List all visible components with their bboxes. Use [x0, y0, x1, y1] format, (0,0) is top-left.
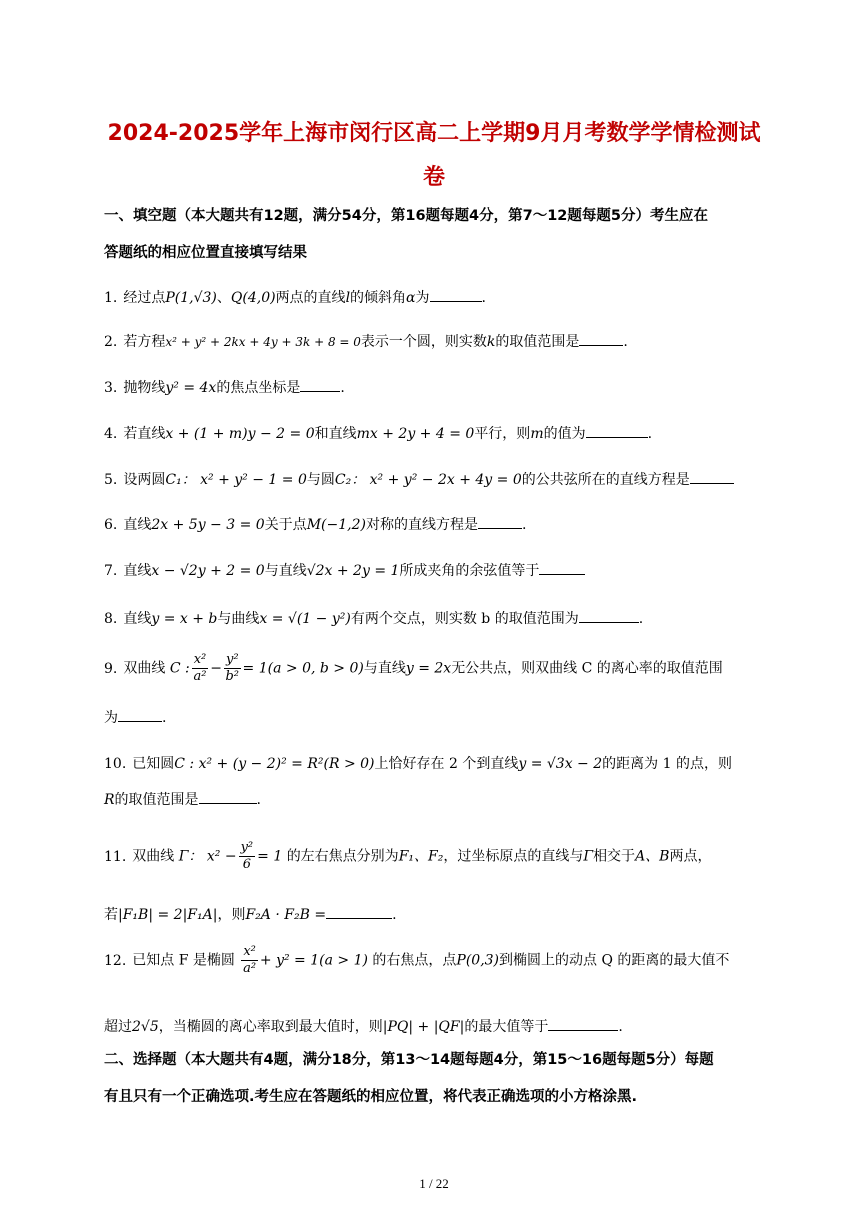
question-text: 若直线	[123, 426, 166, 442]
question-7	[104, 560, 774, 581]
denominator: b²	[225, 669, 240, 684]
question-text: 的公共弦所在的直线方程是	[521, 472, 690, 488]
question-text: 直线	[123, 517, 152, 533]
math-expression: x = √(1 − y²)	[259, 611, 351, 627]
question-text: 、	[216, 290, 231, 306]
question-text: 的最大值等于	[464, 1019, 549, 1035]
question-text: 直线	[123, 611, 152, 627]
question-text: 两点，	[669, 848, 712, 865]
question-number: 6.	[104, 517, 118, 533]
question-text: 经过点	[123, 290, 166, 306]
math-expression: x − √2y + 2 = 0	[151, 563, 265, 579]
question-10	[104, 754, 774, 774]
question-text: 为	[104, 710, 118, 726]
question-text: 抛物线	[123, 380, 166, 396]
question-text: .	[256, 792, 261, 808]
question-text: 双曲线	[123, 660, 166, 677]
question-number: 7.	[104, 563, 118, 579]
question-11-continued	[104, 904, 774, 925]
math-expression: P(0,3)	[456, 952, 500, 969]
denominator: a²	[193, 669, 207, 684]
numerator: x²	[243, 944, 256, 959]
question-number: 5.	[104, 472, 118, 488]
question-text: ，则	[217, 907, 246, 923]
question-text: ，过坐标原点的直线与	[443, 848, 584, 865]
question-text: 与直线	[264, 563, 307, 579]
section-heading-fill-in	[104, 198, 764, 272]
question-3	[104, 377, 774, 398]
question-text: 若方程	[123, 334, 166, 350]
question-text: .	[638, 611, 644, 627]
question-text: 的取值范围是	[114, 792, 199, 808]
math-expression: m	[530, 426, 544, 442]
question-9: 9. 双曲线 C : $\frac{\text{x²}}{\text{a²}}$ − $\frac{\text{y²}}{\text{b²}}$ = 1(a > 0, b > 0)与直线y = 2x无公共点，则双曲线 C 的离心率的取值范围	[104, 652, 723, 684]
question-text: 若	[104, 907, 118, 923]
question-text: 的倾斜角	[350, 290, 407, 306]
math-expression: l	[345, 290, 351, 306]
math-expression: 2√5	[132, 1019, 159, 1035]
question-text: 的左右焦点分别为	[286, 848, 399, 865]
math-expression: R	[104, 792, 115, 808]
question-12	[104, 944, 774, 977]
question-text: ，当椭圆的离心率取到最大值时，则	[158, 1019, 383, 1035]
math-expression: Q(4,0)	[230, 290, 276, 306]
question-5	[104, 469, 774, 490]
denominator: 6	[242, 857, 251, 872]
question-text: 关于点	[264, 517, 307, 533]
math-expression: + y² = 1(a > 1)	[259, 952, 368, 969]
question-number: 4.	[104, 426, 118, 442]
answer-blank	[579, 331, 623, 346]
question-text: 上恰好存在 2 个到直线	[374, 756, 519, 772]
question-number: 10.	[104, 756, 127, 772]
question-text: 已知点 F 是椭圆	[132, 952, 235, 969]
question-text: 无公共点，则双曲线 C 的离心率的取值范围	[451, 660, 723, 677]
question-text: 的取值范围是	[495, 334, 580, 350]
question-text: 直线	[123, 563, 152, 579]
fraction	[239, 840, 256, 873]
answer-blank	[326, 904, 392, 919]
math-expression: F₁、F₂	[398, 848, 444, 865]
fraction	[241, 944, 258, 977]
answer-blank	[539, 560, 585, 575]
fraction	[192, 652, 209, 685]
numerator: y²	[240, 840, 254, 855]
numerator: x²	[193, 652, 207, 667]
question-text: 对称的直线方程是	[365, 517, 478, 533]
question-text: 与直线	[363, 660, 406, 677]
page-title: 2024-2025学年上海市闵行区高二上学期9月月考数学学情检测试	[107, 121, 761, 146]
question-text: .	[340, 380, 345, 396]
math-expression: y = 2x	[405, 660, 452, 677]
math-expression: y = √3x − 2	[518, 756, 603, 772]
question-text: 到椭圆上的动点 Q 的距离的最大值不	[499, 952, 730, 969]
question-text: 有两个交点，则实数 b 的取值范围为	[350, 611, 579, 627]
answer-blank	[548, 1016, 618, 1031]
question-text: 两点的直线	[275, 290, 346, 306]
question-text: 的右焦点，点	[372, 952, 457, 969]
math-expression: C₂： x² + y² − 2x + 4y = 0	[334, 472, 522, 488]
question-text: .	[392, 907, 397, 923]
question-number: 9.	[104, 660, 118, 677]
math-expression: |F₁B| = 2|F₁A|	[118, 907, 218, 923]
math-expression: y² = 4x	[165, 380, 217, 396]
question-text: 已知圆	[132, 756, 175, 772]
question-text: 的焦点坐标是	[216, 380, 301, 396]
question-text: 与圆	[306, 472, 335, 488]
answer-blank	[199, 789, 257, 804]
math-expression: x² + y² + 2kx + 4y + 3k + 8 = 0	[165, 335, 361, 349]
question-text: .	[162, 710, 167, 726]
math-expression: = 1	[257, 848, 283, 865]
question-text: 和直线	[314, 426, 357, 442]
math-expression: x + (1 + m)y − 2 = 0	[165, 426, 315, 442]
answer-blank	[300, 377, 340, 392]
question-text: 相交于	[593, 848, 636, 865]
math-expression: C : x² + (y − 2)² = R²(R > 0)	[174, 756, 375, 772]
denominator: a²	[243, 961, 257, 976]
question-text: 设两圆	[123, 472, 166, 488]
question-number: 3.	[104, 380, 118, 396]
question-6	[104, 514, 774, 535]
question-text: .	[521, 517, 527, 533]
math-expression: F₂A · F₂B =	[245, 907, 327, 923]
question-11	[104, 840, 774, 873]
math-expression: mx + 2y + 4 = 0	[356, 426, 475, 442]
question-text: .	[618, 1019, 623, 1035]
question-2	[104, 331, 774, 352]
question-10-continued	[104, 789, 774, 810]
question-number: 2.	[104, 334, 118, 350]
section-heading-line: 答题纸的相应位置直接填写结果	[104, 245, 307, 261]
question-text: 超过	[104, 1019, 132, 1035]
numerator: y²	[225, 652, 239, 667]
math-expression: C₁： x² + y² − 1 = 0	[165, 472, 307, 488]
math-expression: = 1(a > 0, b > 0)	[242, 660, 364, 677]
math-expression: M(−1,2)	[306, 517, 366, 533]
question-9-continued	[104, 707, 774, 728]
math-expression: |PQ| + |QF|	[382, 1019, 465, 1035]
question-number: 1.	[104, 290, 118, 306]
math-expression: C :	[169, 660, 190, 677]
math-expression: Γ	[583, 848, 594, 865]
section-heading-line: 有且只有一个正确选项.考生应在答题纸的相应位置，将代表正确选项的小方格涂黑.	[104, 1089, 638, 1105]
question-text: 的距离为 1 的点，则	[602, 756, 732, 772]
question-1	[104, 287, 774, 308]
question-12-continued	[104, 1016, 774, 1037]
question-text: .	[481, 290, 486, 306]
answer-blank	[586, 423, 648, 438]
question-number: 8.	[104, 611, 118, 627]
question-text: 平行，则	[474, 426, 531, 442]
question-text: 双曲线	[132, 848, 175, 865]
page-title-continued: 卷	[422, 165, 445, 190]
answer-blank	[478, 514, 522, 529]
section-heading-line: 二、选择题（本大题共有4题，满分18分，第13～14题每题4分，第15～16题每题5分）每题	[104, 1052, 714, 1068]
answer-blank	[118, 707, 162, 722]
math-expression: A、B	[635, 848, 670, 865]
page-number: 1 / 22	[419, 1176, 449, 1191]
math-expression: P(1,√3)	[165, 290, 217, 306]
question-number: 12.	[104, 952, 127, 969]
math-expression: α	[406, 290, 416, 306]
question-text: 的值为	[543, 426, 586, 442]
math-expression: √2x + 2y = 1	[306, 563, 400, 579]
question-text: 与曲线	[217, 611, 260, 627]
math-expression: 2x + 5y − 3 = 0	[151, 517, 265, 533]
math-expression: y = x + b	[151, 611, 218, 627]
math-expression: Γ： x² −	[178, 848, 237, 865]
answer-blank	[579, 608, 639, 623]
fraction	[224, 652, 241, 685]
answer-blank	[690, 469, 734, 484]
answer-blank	[430, 287, 482, 302]
question-text: 为	[415, 290, 430, 306]
section-heading-line: 一、填空题（本大题共有12题，满分54分，第16题每题4分，第7～12题每题5分）考生应在	[104, 208, 708, 224]
section-heading-multiple-choice	[104, 1042, 764, 1116]
question-text: .	[647, 426, 653, 442]
question-text: .	[623, 334, 628, 350]
question-text: 所成夹角的余弦值等于	[399, 563, 540, 579]
math-expression: k	[486, 334, 496, 350]
question-number: 11.	[104, 848, 127, 865]
question-text: 表示一个圆，则实数	[360, 334, 487, 350]
question-4	[104, 423, 774, 444]
question-8	[104, 608, 774, 629]
